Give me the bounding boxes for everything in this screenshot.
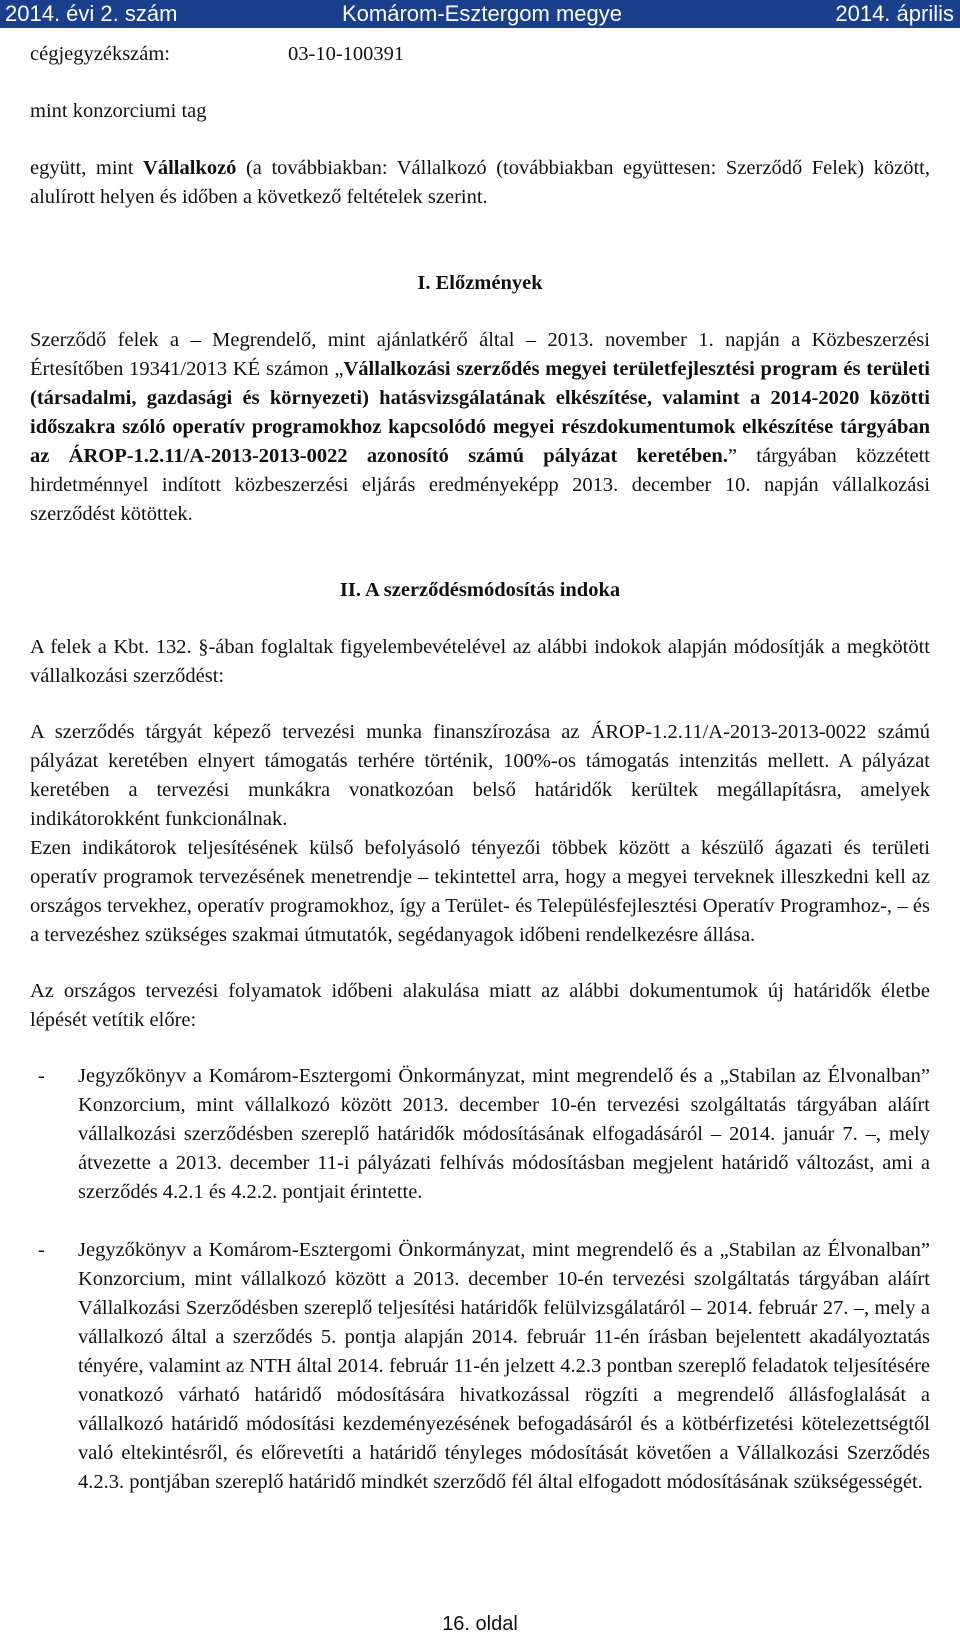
section-2-paragraph-3: Ezen indikátorok teljesítésének külső befolyásoló tényezői többek között a készülő ágazati és területi operatív programok tervezésének menetrendje – tekintettel arra, hogy a megyei terveknek illeszkedni kell az országos tervekhez, operatív programokhoz, így a Terület- és Településfejlesztési Operatív Programhoz-, – és a tervezéshez szükséges szakmai útmutatók, segédanyagok időbeni rendelkezésre állása.: [30, 837, 930, 946]
consortium-role: mint konzorciumi tag: [30, 100, 207, 122]
list-item-text: Jegyzőkönyv a Komárom-Esztergomi Önkormányzat, mint megrendelő és a „Stabilan az Élvonalban” Konzorcium, mint vállalkozó között a 2013. december 10-én tervezési szolgáltatás tárgyában aláírt Vállalkozási Szerződésben szereplő teljesítési határidők felülvizsgálatáról – 2014. február 27. –, mely a vállalkozó által a szerződés 5. pontja alapján 2014. február 11-én írásban bejelentett akadályoztatás tényére, valamint az NTH által 2014. február 11-én jelzett 4.2.3 pontban szereplő feladatok teljesítésére vonatkozó várható határidő módosítására hivatkozással rögzíti a megrendelő állásfoglalását a vállalkozó határidő módosítási kezdeményezésének befogadásáról és a kötbérfizetési kötelezettségtől való eltekintésről, és előrevetíti a határidő tényleges módosítását követően a Vállalkozási Szerződés 4.2.3. pontjában szereplő határidő mindkét szerződő fél által elfogadott módosításának szükségességét.: [78, 1239, 930, 1493]
list-item-text: Jegyzőkönyv a Komárom-Esztergomi Önkormányzat, mint megrendelő és a „Stabilan az Élvonalban” Konzorcium, mint vállalkozó között 2013. december 10-én tervezési szolgáltatás tárgyában aláírt vállalkozási szerződésben szereplő határidők módosításának elfogadásáról – 2014. január 7. –, mely átvezette a 2013. december 11-i pályázati felhívás módosításban megjelent határidő változást, ami a szerződés 4.2.1 és 4.2.2. pontjait érintette.: [78, 1065, 930, 1203]
section-1-text-start: Szerződő felek a – Megrendelő, mint ajánlatkérő által – 2013. november 1. napján a Közbeszerzési Értesítőben 19341/2013 KÉ számon „: [30, 329, 930, 380]
registration-label: cégjegyzékszám:: [30, 43, 171, 65]
date-label: 2014. április: [835, 1, 954, 26]
section-2-paragraph-1: A felek a Kbt. 132. §-ában foglaltak figyelembevételével az alábbi indokok alapján módosítják a megkötött vállalkozási szerződést:: [30, 636, 930, 687]
section-2-title: II. A szerződésmódosítás indoka: [339, 579, 621, 601]
intro-paragraph: [30, 154, 930, 212]
intro-text-2: (a továbbiakban: Vállalkozó (továbbiakban együttesen: Szerződő Felek) között, alulírott helyen és időben a következő feltételek szerint.: [30, 157, 930, 208]
section-1-bold: Vállalkozási szerződés megyei területfejlesztési program és területi (társadalmi, gazdasági és környezeti) hatásvizsgálatának elkészítése, valamint a 2014-2020 közötti időszakra szóló operatív programokhoz kapcsolódó megyei részdokumentumok elkészítése tárgyában az ÁROP-1.2.11/A-2013-2013-0022 azonosító számú pályázat keretében.: [30, 358, 930, 467]
list-item: [30, 1062, 930, 1207]
county-label: Komárom-Esztergom megye: [342, 1, 622, 26]
section-1-title: I. Előzmények: [417, 272, 543, 294]
registration-number: 03-10-100391: [288, 43, 405, 65]
section-2-paragraph-4: Az országos tervezési folyamatok időbeni alakulása miatt az alábbi dokumentumok új határidők életbe lépését vetítik előre:: [30, 980, 930, 1031]
section-2-paragraph-2: A szerződés tárgyát képező tervezési munka finanszírozása az ÁROP-1.2.11/A-2013-2013-0022 számú pályázat keretében elnyert támogatás terhére történik, 100%-os támogatás intenzitás mellett. A pályázat keretében a tervezési munkákra vonatkozóan belső határidők kerültek megállapításra, amelyek indikátorokként funkcionálnak.: [30, 721, 930, 830]
section-1-paragraph: [30, 326, 930, 529]
section-1-text-end: ” tárgyában közzétett hirdetménnyel indított közbeszerzési eljárás eredményeképp 2013. december 10. napján vállalkozási szerződést kötöttek.: [30, 445, 930, 525]
list-item: [30, 1236, 930, 1497]
registration-line: [30, 40, 405, 69]
page-number: 16. oldal: [442, 1613, 518, 1635]
intro-bold: Vállalkozó: [143, 157, 237, 179]
list-dash: -: [38, 1065, 45, 1087]
page-header: [0, 0, 960, 28]
list-dash: -: [38, 1239, 45, 1261]
issue-label: 2014. évi 2. szám: [5, 1, 178, 26]
intro-text-1: együtt, mint: [30, 157, 144, 179]
